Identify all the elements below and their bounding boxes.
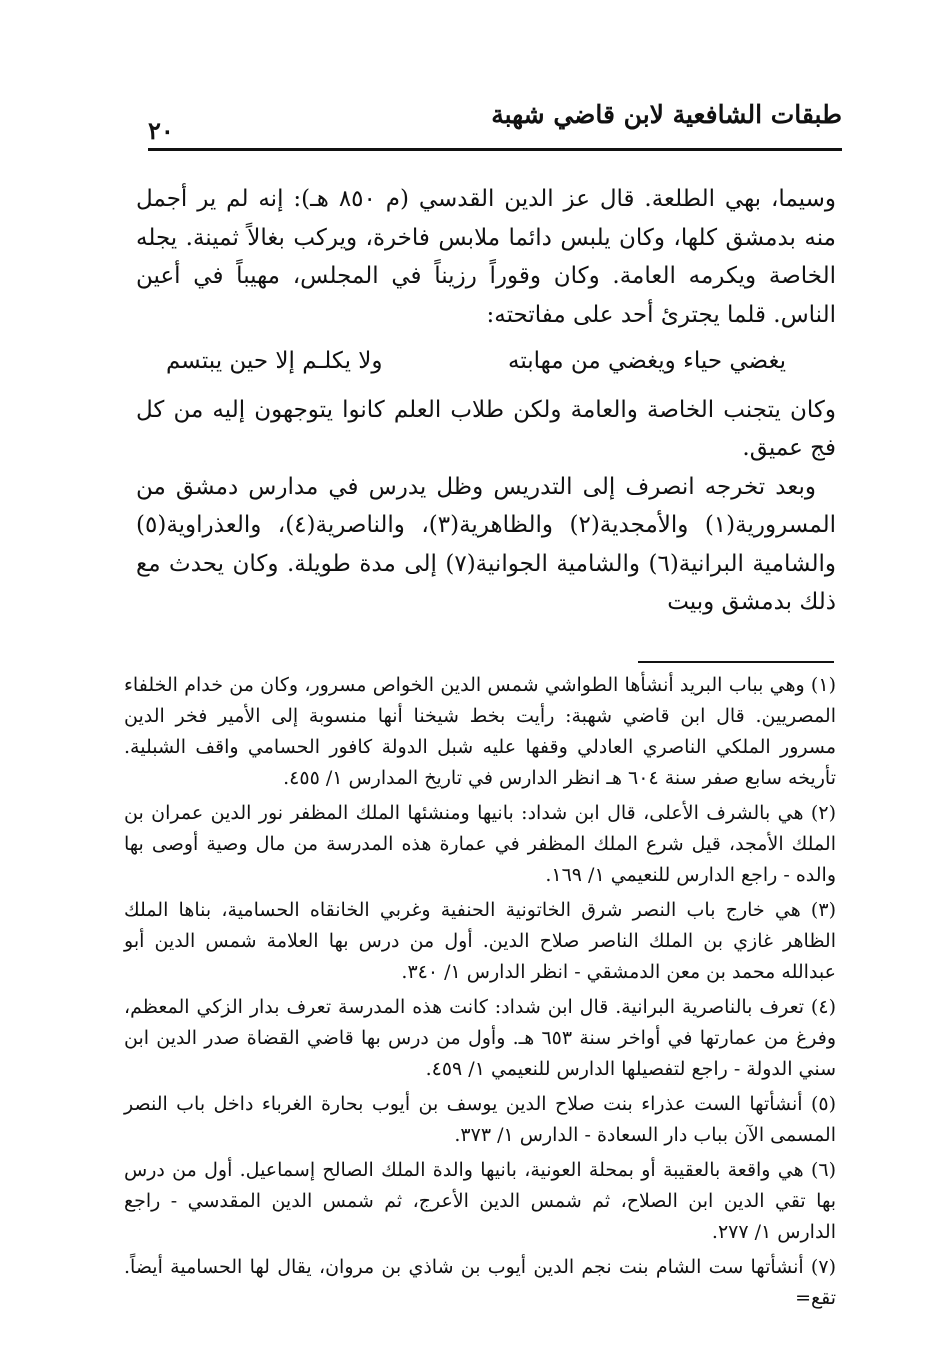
main-text xyxy=(136,180,836,622)
footnote-7: (٧) أنشأتها ست الشام بنت نجم الدين أيوب بن شاذي بن مروان، يقال لها الحسامية أيضاً. تقع= xyxy=(124,1256,836,1309)
page-number: ٢٠ xyxy=(148,116,174,145)
footnotes xyxy=(124,670,836,1318)
paragraph-1: وسيما، بهي الطلعة. قال عز الدين القدسي (م ٨٥٠ هـ): إنه لم ير أجمل منه بدمشق كلها، وكان يلبس دائما ملابس فاخرة، ويركب بغالاً ثمينة. يجله الخاصة ويكرمه العامة. وكان وقوراً رزيناً في المجلس، مهيباً في أعين الناس. قلما يجترئ أحد على مفاتحته: xyxy=(136,186,836,328)
footnote-separator xyxy=(638,661,834,663)
footnote-5: (٥) أنشأتها الست عذراء بنت صلاح الدين يوسف بن أيوب بحارة الغرباء داخل باب النصر المسمى الآن بباب دار السعادة - الدارس ١/ ٣٧٣. xyxy=(124,1093,836,1146)
poetry-verse xyxy=(136,338,836,387)
verse-second-hemistich: ولا يكلـم إلا حين يبتسم xyxy=(166,348,383,374)
footnote-6: (٦) هي واقعة بالعقيبة أو بمحلة العونية، بانيها والدة الملك الصالح إسماعيل. أول من درس بها تقي الدين ابن الصلاح، ثم شمس الدين الأعرج، ثم شمس الدين المقدسي - راجع الدارس ١/ ٢٧٧. xyxy=(124,1159,836,1243)
verse-first-hemistich: يغضي حياء ويغضي من مهابته xyxy=(508,348,786,374)
footnote-3: (٣) هي خارج باب النصر شرق الخاتونية الحنفية وغربي الخانقاه الحسامية، بناها الملك الظاهر غازي بن الملك الناصر صلاح الدين. أول من درس بها العلامة شمس الدين أبو عبدالله محمد بن معن الدمشقي - انظر الدارس ١/ ٣٤٠. xyxy=(124,899,836,983)
paragraph-2: وكان يتجنب الخاصة والعامة ولكن طلاب العلم كانوا يتوجهون إليه من كل فج عميق. xyxy=(136,396,836,461)
running-title: طبقات الشافعية لابن قاضي شهبة xyxy=(491,100,842,129)
page-header xyxy=(148,98,842,154)
header-rule xyxy=(148,148,842,151)
footnote-4: (٤) تعرف بالناصرية البرانية. قال ابن شداد: كانت هذه المدرسة تعرف بدار الزكي المعظم، وفرغ من عمارتها في أواخر سنة ٦٥٣ هـ. وأول من درس بها قاضي القضاة صدر الدين ابن سني الدولة - راجع لتفصيلها الدارس للنعيمي ١/ ٤٥٩. xyxy=(124,996,837,1080)
footnote-2: (٢) هي بالشرف الأعلى، قال ابن شداد: بانيها ومنشئها الملك المظفر نور الدين عمران بن الملك الأمجد، قيل شرع الملك المظفر في عمارة هذه المدرسة من مال وصية أوصى بها والده - راجع الدارس للنعيمي ١/ ١٦٩. xyxy=(124,802,836,886)
paragraph-3: وبعد تخرجه انصرف إلى التدريس وظل يدرس في مدارس دمشق من المسرورية(١) والأمجدية(٢) والظاهرية(٣)، والناصرية(٤)، والعذراوية(٥) والشامية البرانية(٦) والشامية الجوانية(٧) إلى مدة طويلة. وكان يحدث مع ذلك بدمشق وبيت xyxy=(136,473,836,615)
footnote-1: (١) وهي بباب البريد أنشأها الطواشي شمس الدين الخواص مسرور، وكان من خدام الخلفاء المصريين. قال ابن قاضي شهبة: رأيت بخط شيخنا أنها منسوبة إلى الأمير فخر الدين مسرور الملكي الناصري العادلي وقفها عليه شبل الدولة كافور الحسامي واقف الشبلية. تأريخه سابع صفر سنة ٦٠٤ هـ انظر الدارس في تاريخ المدارس ١/ ٤٥٥. xyxy=(124,674,836,789)
